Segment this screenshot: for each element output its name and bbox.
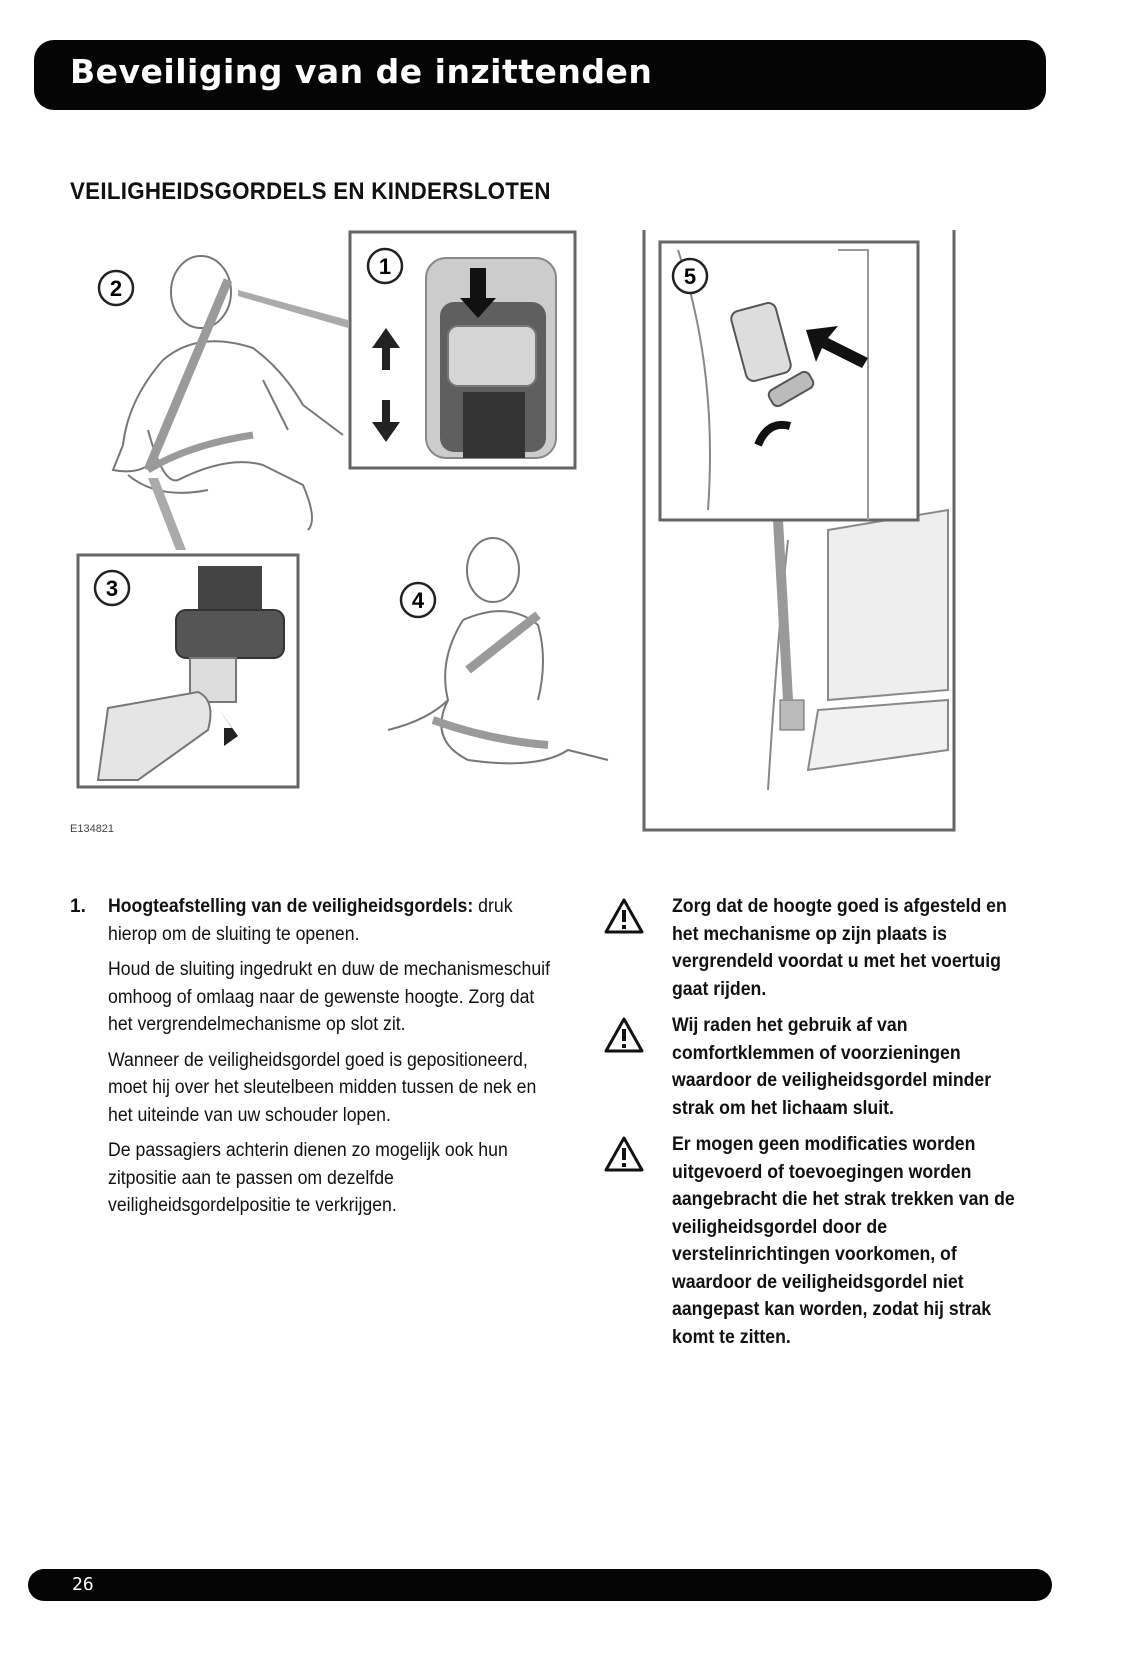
instruction-paragraph: De passagiers achterin dienen zo mogelijk ook hun zitpositie aan te passen om dezelfde veiligheidsgordelpositie te verkrijgen.	[108, 1140, 508, 1216]
pointer-beam-3	[148, 478, 186, 550]
pointer-beam-1	[238, 290, 348, 328]
footer-bar	[28, 1569, 1052, 1601]
warning-triangle-icon	[603, 897, 645, 935]
instructions-column	[70, 893, 551, 1228]
warning-block	[600, 893, 1030, 1003]
warning-triangle-icon	[603, 1016, 645, 1054]
warning-text: Wij raden het gebruik af van comfortklemmen of voorzieningen waardoor de veiligheidsgordel minder strak om het lichaam sluit.	[672, 1015, 992, 1119]
warning-triangle-icon	[603, 1135, 645, 1173]
page-number: 26	[72, 1574, 94, 1595]
warning-block	[600, 1131, 1030, 1351]
seated-person-illustration	[113, 256, 343, 530]
panel-3-buckle	[78, 555, 298, 787]
panel-5-child-lock	[644, 230, 954, 830]
section-title: VEILIGHEIDSGORDELS EN KINDERSLOTEN	[70, 178, 551, 205]
callout-3-label: 3	[105, 576, 119, 601]
header-bar	[34, 40, 1046, 110]
callout-4-label: 4	[411, 588, 425, 613]
warnings-column	[600, 893, 1030, 1360]
page-title: Beveiliging van de inzittenden	[70, 52, 653, 91]
instruction-paragraph: Houd de sluiting ingedrukt en duw de mechanismeschuif omhoog of omlaag naar de gewenste hoogte. Zorg dat het vergrendelmechanisme op slot zit.	[108, 959, 551, 1035]
seatbelt-illustration	[68, 230, 1018, 890]
callout-1-label: 1	[378, 254, 392, 279]
callout-4	[401, 583, 435, 617]
warning-block	[600, 1012, 1030, 1122]
item-number: 1.	[70, 896, 86, 917]
item-first-line: druk hierop om de sluiting te openen.	[108, 896, 513, 945]
instruction-paragraph: Wanneer de veiligheidsgordel goed is gepositioneerd, moet hij over het sleutelbeen midden tussen de nek en het uiteinde van uw schouder lopen.	[108, 1049, 537, 1126]
callout-5-label: 5	[683, 264, 697, 289]
panel-1-height-adjuster	[350, 232, 575, 468]
instruction-item	[70, 893, 520, 948]
callout-2	[99, 271, 133, 305]
warning-text: Zorg dat de hoogte goed is afgesteld en het mechanisme op zijn plaats is vergrendeld voordat u met het voertuig gaat rijden.	[672, 896, 1007, 1000]
figure-code: E134821	[70, 823, 115, 835]
warning-text: Er mogen geen modificaties worden uitgevoerd of toevoegingen worden aangebracht die het strak trekken van de veiligheidsgordel door de verstelinrichtingen voorkomen, of waardoor de veiligheidsgordel niet aangepast kan worden, zodat hij strak komt te zitten.	[672, 1134, 1015, 1348]
item-heading: Hoogteafstelling van de veiligheidsgordels:	[108, 896, 474, 917]
callout-2-label: 2	[109, 276, 123, 301]
